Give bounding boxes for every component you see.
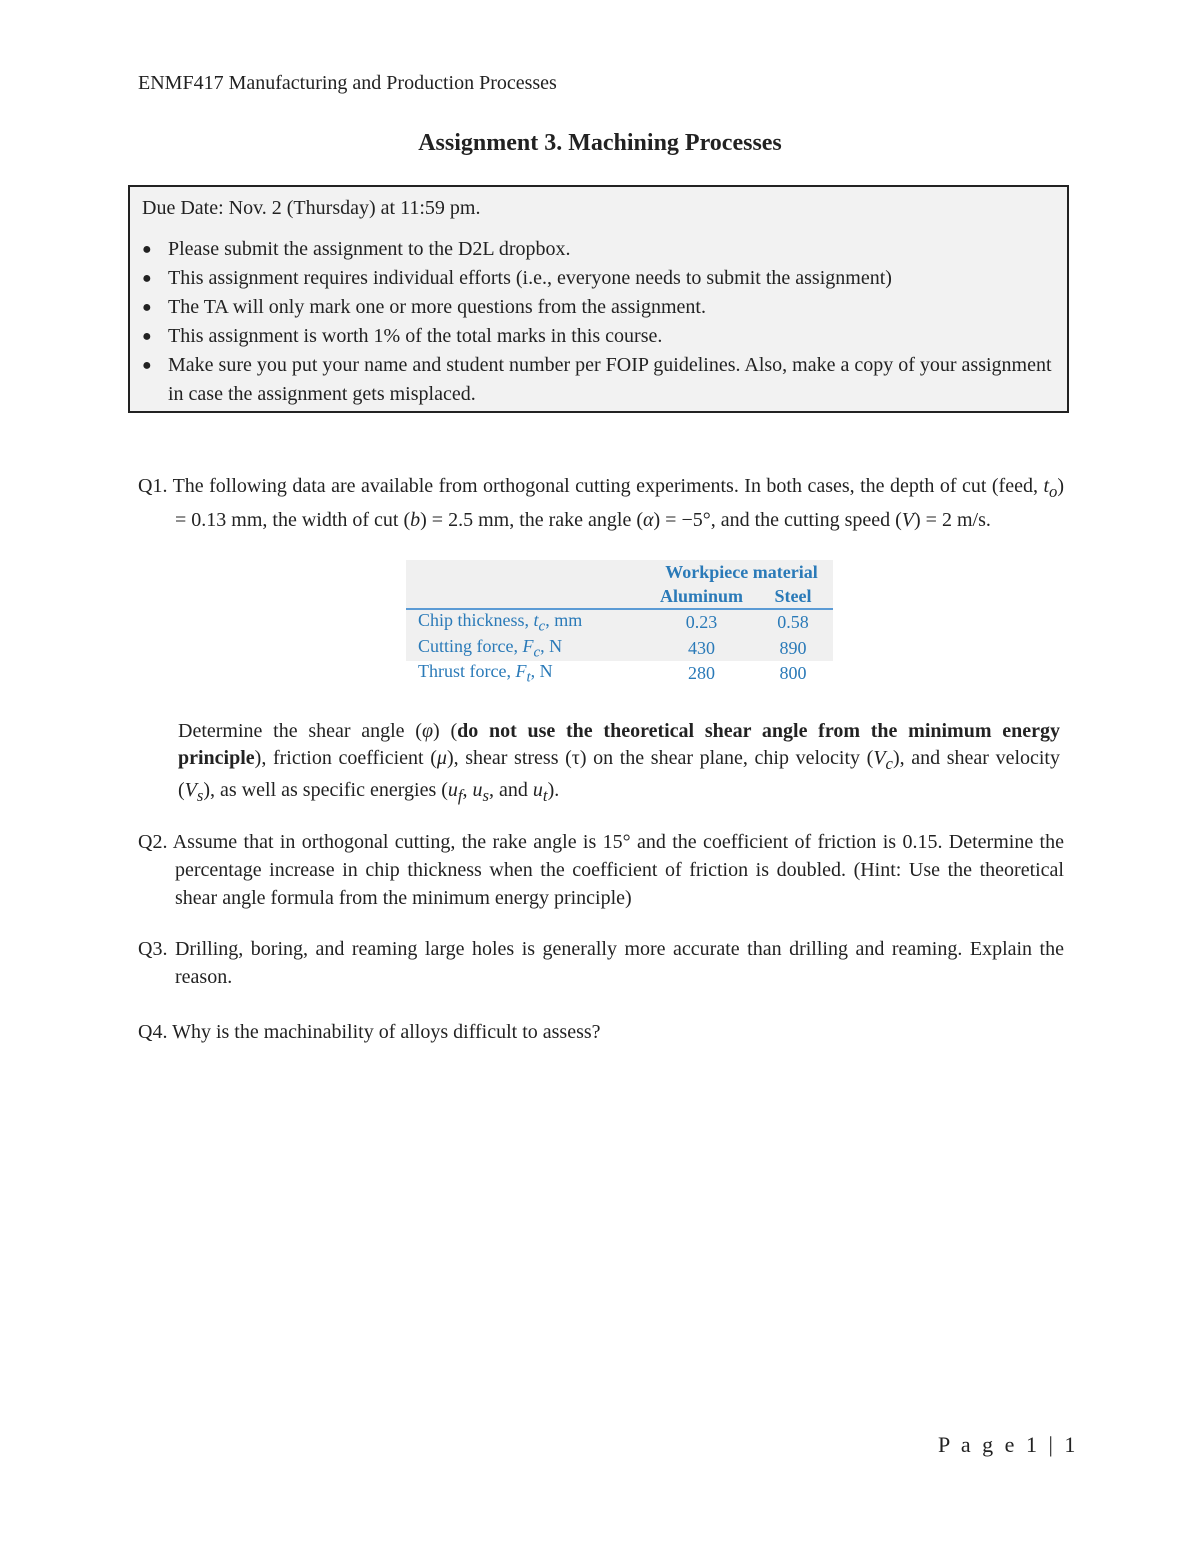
table-row (406, 661, 833, 687)
bullet-icon: ● (142, 241, 152, 258)
list-item: ● Make sure you put your name and student number per FOIP guidelines. Also, make a copy of your assignment in case the assignment gets misplaced. (142, 351, 1067, 409)
page-number: P a g e 1 | 1 (938, 1432, 1079, 1457)
bullet-icon: ● (142, 328, 152, 345)
question-1 (138, 472, 1064, 534)
list-item: ● The TA will only mark one or more questions from the assignment. (142, 293, 1067, 322)
question-1-task: Determine the shear angle (φ) (do not use the theoretical shear angle from the minimum energy principle), friction coefficient (μ), shear stress (τ) on the shear plane, chip velocity $(V_c)$, and shear velocity $(V_s)$, as well as specific energies ($u_f$, $u_s$, and $u_t$). (178, 720, 1060, 805)
question-3-text: Drilling, boring, and reaming large holes is generally more accurate than drilling and reaming. Explain the reason. (174, 938, 1064, 988)
question-2-text: Assume that in orthogonal cutting, the rake angle is 15° and the coefficient of friction is 0.15. Determine the percentage increase in chip thickness when the coefficient of friction is doubled. (Hint: Use the theoretical shear angle formula from the minimum energy principle) (172, 831, 1064, 909)
group-header: Workpiece material (650, 560, 833, 584)
bullet-icon: ● (142, 270, 152, 287)
question-3 (138, 935, 1064, 991)
list-item: ● This assignment is worth 1% of the total marks in this course. (142, 322, 1067, 351)
cell-aluminum: 430 (650, 636, 753, 662)
row-label: Chip thickness, $t_c$, mm (406, 609, 650, 636)
question-2 (138, 828, 1064, 912)
cell-aluminum: 280 (688, 663, 716, 684)
question-1-text: Q1. The following data are available from orthogonal cutting experiments. In both cases, the depth of cut (feed, $t_o) = 0.13$ mm, the width of cut (b) = 2.5 mm, the rake angle (α) = −5°, and the cutting speed (V) = 2 m/s. (138, 475, 1064, 531)
cell-steel: 0.58 (753, 609, 833, 636)
document-header: ENMF417 Manufacturing and Production Processes (138, 72, 557, 94)
row-label: Thrust force, $F_t$, N (418, 661, 553, 686)
page-title: Assignment 3. Machining Processes (418, 130, 782, 156)
list-item: ● This assignment requires individual efforts (i.e., everyone needs to submit the assignment) (142, 264, 1067, 293)
column-header-steel: Steel (753, 584, 833, 609)
cell-steel: 800 (779, 663, 807, 684)
instructions-list (142, 235, 1067, 409)
due-date: Due Date: Nov. 2 (Thursday) at 11:59 pm. (142, 197, 481, 219)
cell-aluminum: 0.23 (650, 609, 753, 636)
bullet-icon: ● (142, 357, 152, 374)
question-number: Q1. (138, 475, 168, 497)
table-row (406, 609, 833, 636)
question-number: Q3. (138, 938, 168, 960)
question-number: Q4. (138, 1021, 168, 1043)
bullet-icon: ● (142, 299, 152, 316)
table-header-row (406, 584, 833, 609)
cutting-data-table (406, 560, 833, 687)
column-header-aluminum: Aluminum (650, 584, 753, 609)
list-item: ● Please submit the assignment to the D2L dropbox. (142, 235, 1067, 264)
question-4 (138, 1018, 1064, 1046)
table-row (406, 636, 833, 662)
question-number: Q2. (138, 831, 168, 853)
row-label: Cutting force, $F_c$, N (406, 636, 650, 662)
cell-steel: 890 (753, 636, 833, 662)
question-4-text: Why is the machinability of alloys difficult to assess? (172, 1021, 601, 1043)
table-header-row (406, 560, 833, 584)
instructions-box (128, 185, 1069, 413)
